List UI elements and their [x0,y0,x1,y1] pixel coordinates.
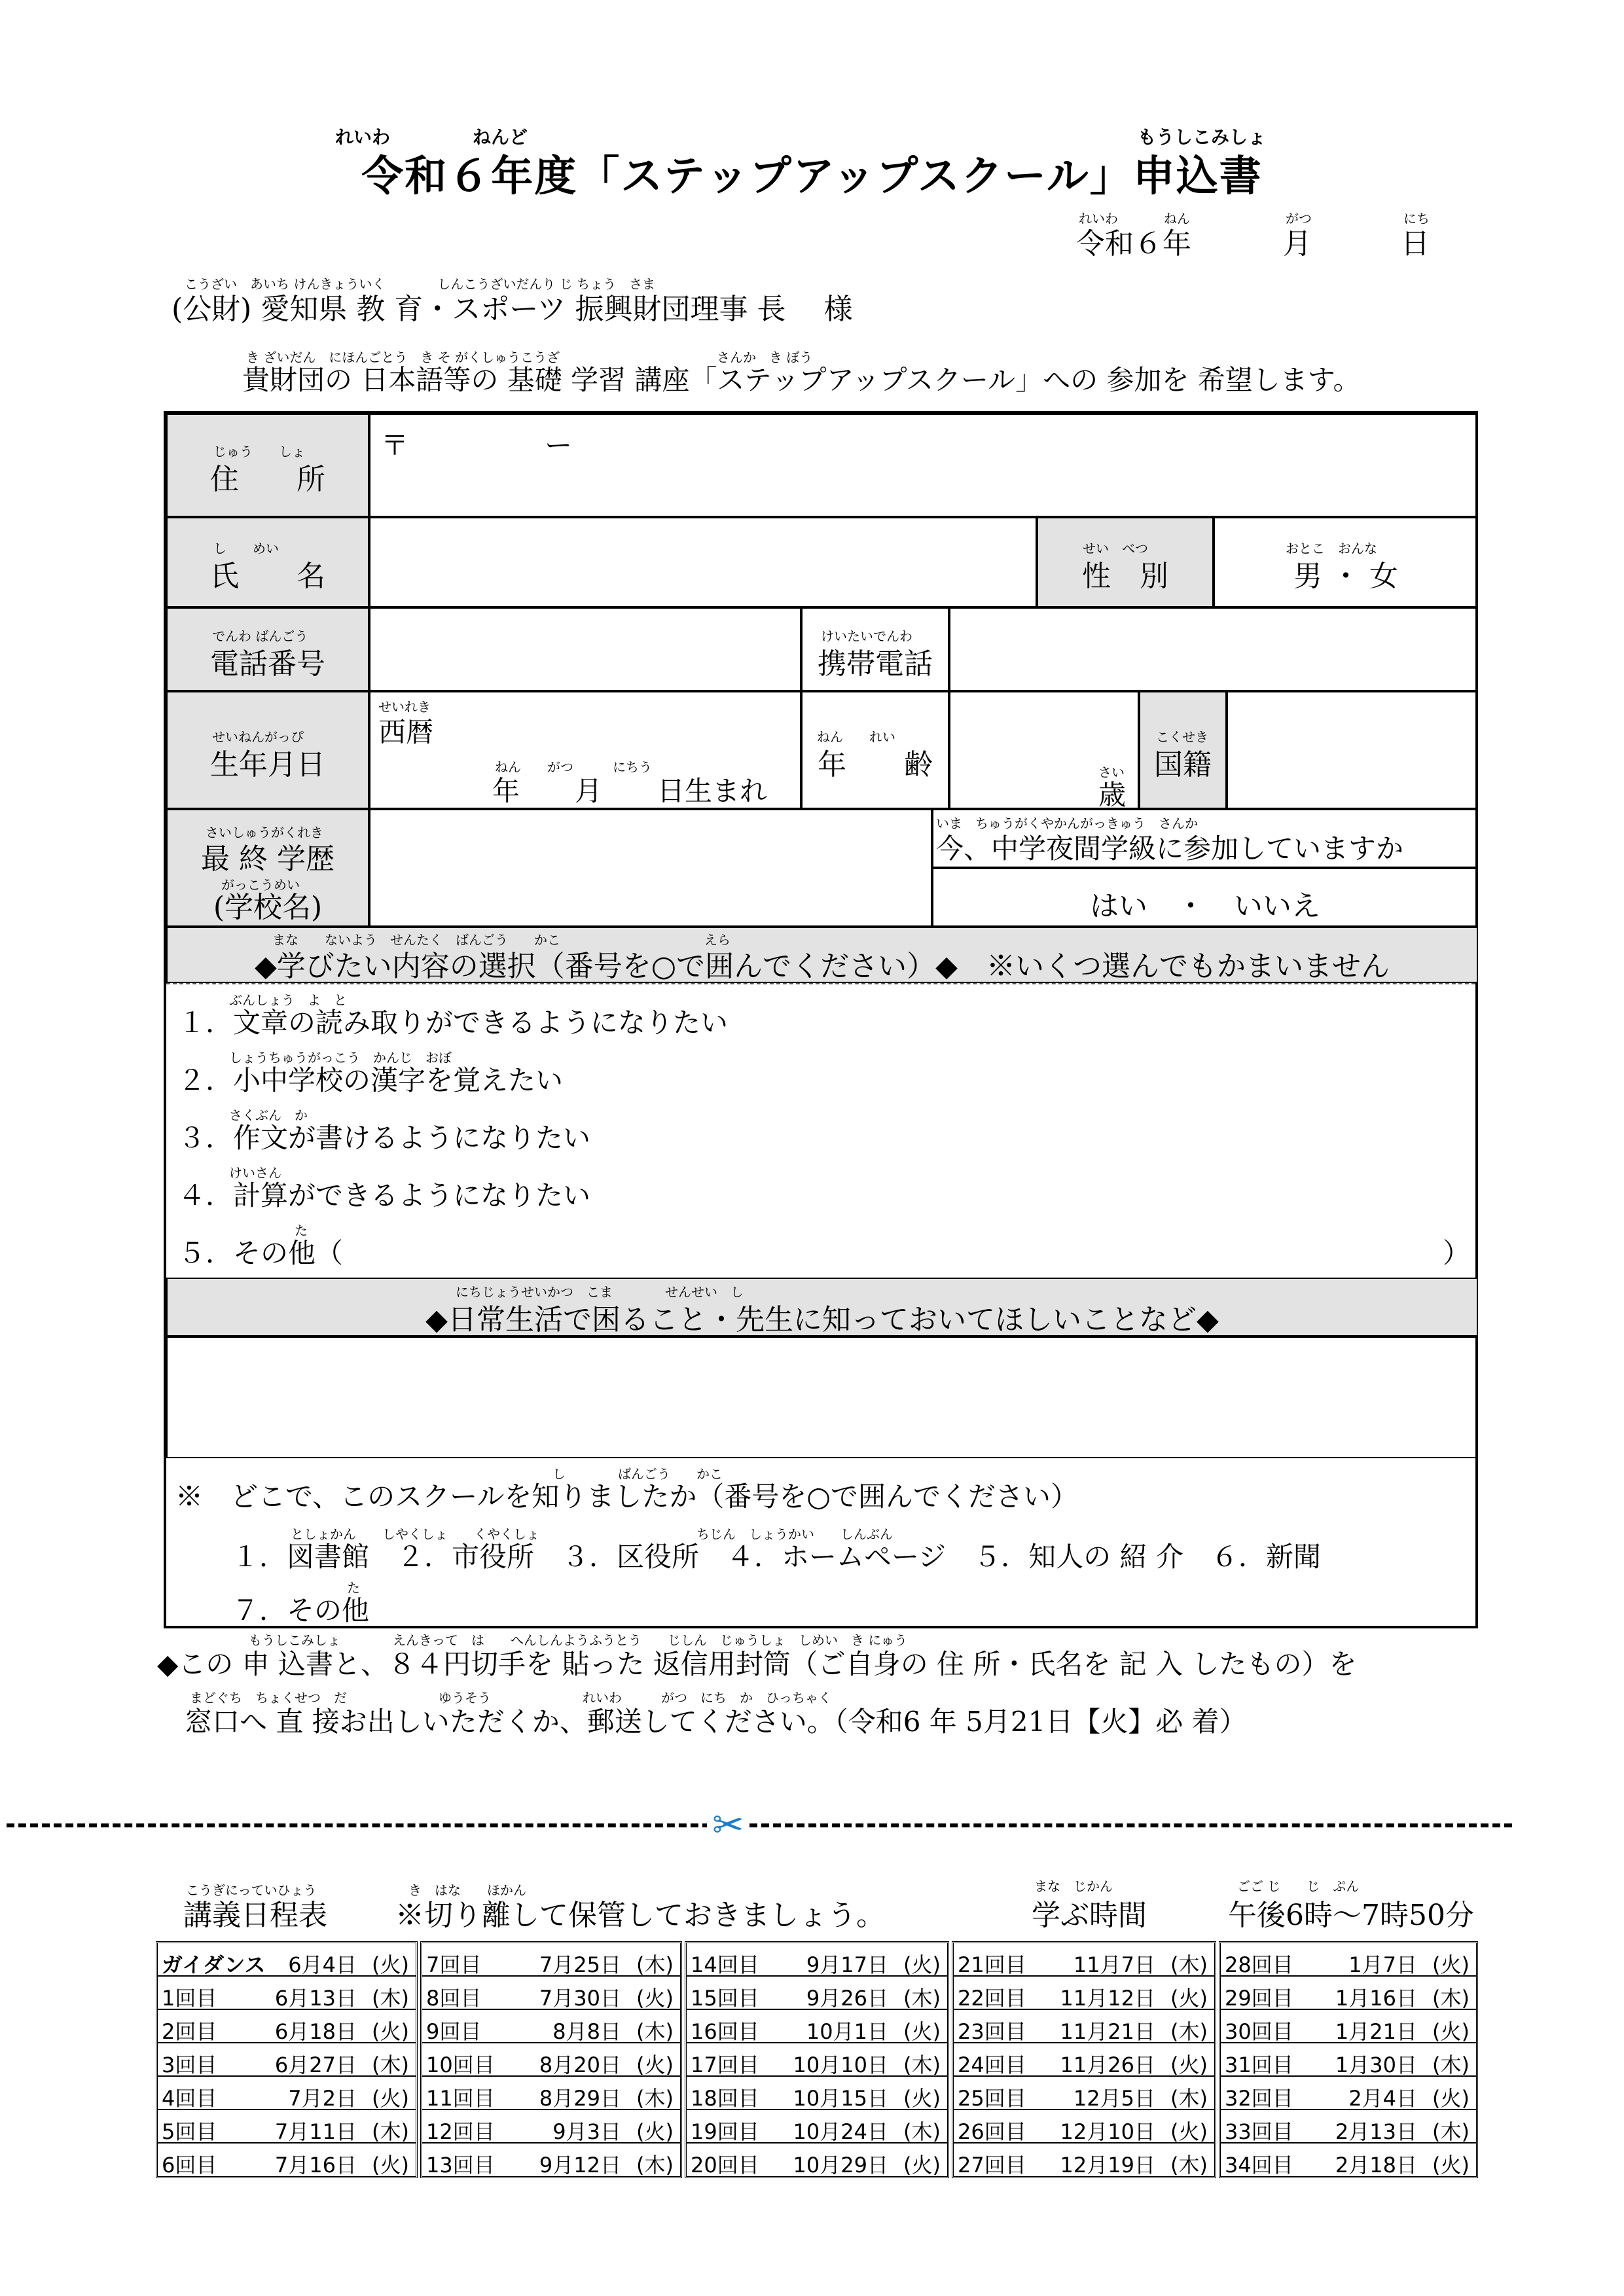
date-era: 令和６年 [1076,227,1191,260]
notice-2-ruby: まどぐち ちょくせつ だ ゆうそう れいわ がつ にち か ひっちゃく [190,1690,831,1706]
session-weekday: (木) [1432,2119,1470,2144]
session-date: 10月1日 [806,2019,888,2044]
age-label: 年 齢 [818,748,933,781]
session-date: 6月13日 [274,1986,357,2011]
mobile-label: 携帯電話 [818,647,933,681]
name-ruby: し めい [213,541,279,556]
application-form [164,411,1478,1628]
birth-ruby: せいねんがっぴ [212,729,304,745]
schedule-row [954,2144,1214,2177]
time-value: 午後6時～7時50分 [1228,1899,1474,1932]
session-weekday: (木) [636,2153,674,2178]
source-options-row-1[interactable]: １．図書館 ２．市役所 ３．区役所 ４．ホームページ ５．知人の 紹 介 ６．新聞 [232,1541,1321,1573]
session-weekday: (火) [1432,2153,1470,2178]
session-date: 8月29日 [539,2086,621,2111]
session-label: 26回目 [958,2119,1026,2144]
source-options-row-2[interactable]: ７．その他 [232,1594,370,1626]
phone-field[interactable] [369,607,801,691]
session-label: 7回目 [426,1952,482,1977]
session-weekday: (火) [1170,2119,1208,2144]
session-label: 4回目 [162,2086,217,2111]
session-label: 30回目 [1225,2019,1293,2044]
seireki-label: 西暦 [378,716,434,748]
phone-label: 電話番号 [210,647,325,681]
source-opts-2-ruby: た [347,1580,360,1596]
intro-text: 貴財団の 日本語等の 基礎 学習 講座「ステップアップスクール」への 参加を 希望します。 [242,364,1361,396]
schedule-row [422,2077,680,2110]
option-3[interactable]: ３．作文が書けるようになりたい [178,1122,591,1154]
recipient-ruby: こうざい あいち けんきょういく しんこうざいだんり じ ちょう さま [185,276,656,292]
option-5-ruby: た [295,1223,308,1238]
schedule-row [158,2043,416,2077]
session-weekday: (木) [372,2053,409,2077]
session-weekday: (火) [372,2153,409,2178]
option-1[interactable]: １．文章の読み取りができるようになりたい [178,1007,729,1039]
session-label: 19回目 [691,2119,759,2144]
schedule-row [158,2144,416,2177]
education-label: 最 終 学歴 [201,842,334,876]
notice-line-2: 窓口へ 直 接お出しいただくか、郵送してください。（令和6 年 5月21日【火】必 着） [185,1706,1247,1738]
session-weekday: (木) [1432,2053,1470,2077]
session-label: 8回目 [426,1986,482,2011]
cut-line [7,1823,1512,1827]
gender-field[interactable] [1214,517,1478,607]
select-header-text: ◆学びたい内容の選択（番号を○で囲んでください）◆ ※いくつ選んでもかまいません [254,950,1390,983]
schedule-row [954,2110,1214,2144]
education-field[interactable] [369,809,932,927]
age-field[interactable] [949,691,1139,809]
night-school-ruby: いま ちゅうがくやかんがっきゅう さんか [936,816,1198,831]
schedule-row [422,2110,680,2144]
date-ruby-nen: ねん [1164,211,1190,226]
birth-units-ruby: ねん がつ にちう [495,759,652,775]
source-q-ruby: し ばんごう かこ [552,1466,723,1482]
age-unit-ruby: さい [1098,764,1125,780]
session-weekday: (火) [903,1952,941,1977]
time-value-ruby: ごご じ じ ぷん [1237,1878,1360,1894]
session-date: 11月7日 [1073,1952,1155,1977]
nationality-label: 国籍 [1154,748,1212,781]
schedule-column-5 [1219,1941,1478,2178]
session-weekday: (火) [636,2119,674,2144]
education-ruby: さいしゅうがくれき [206,825,323,840]
gender-label: 性 別 [1082,560,1168,593]
gender-options[interactable]: 男 ・ 女 [1293,560,1398,593]
session-label: 14回目 [691,1952,759,1977]
option-5[interactable]: ５．その他（ [178,1237,344,1269]
phone-ruby: でんわ ばんごう [212,628,308,644]
education-label-cell [166,809,369,927]
session-weekday: (木) [1170,2153,1208,2178]
schedule-row [954,1977,1214,2010]
session-date: 12月10日 [1060,2119,1155,2144]
school-ruby: がっこうめい [221,877,300,893]
postal-dash: ー [545,429,573,461]
session-label: 18回目 [691,2086,759,2111]
schedule-row [954,2010,1214,2043]
options-list [166,984,1478,1280]
session-weekday: (木) [1432,1986,1470,2011]
schedule-row [687,2010,947,2043]
school-label: (学校名) [213,891,323,924]
session-date: 7月11日 [274,2119,357,2144]
nationality-ruby: こくせき [1156,729,1208,745]
title-ruby-moushikomisho: もうしこみしょ [1138,126,1267,148]
source-question: ※ どこで、このスクールを知りましたか（番号を○で囲んでください） [175,1480,1078,1513]
session-date: 11月21日 [1060,2019,1155,2044]
select-header [166,927,1478,983]
night-school-options[interactable]: はい ・ いいえ [1090,889,1320,923]
session-weekday: (木) [372,1986,409,2011]
session-date: 2月13日 [1335,2119,1417,2144]
session-weekday: (火) [903,2153,941,2178]
keep-note-ruby: き はな ほかん [408,1882,526,1898]
name-field[interactable] [369,517,1037,607]
session-date: 6月18日 [274,2019,357,2044]
session-date: 6月4日 [288,1952,357,1977]
nationality-label-cell [1139,691,1227,809]
session-label: 10回目 [426,2053,495,2077]
phone-label-cell [166,607,369,691]
gender-options-ruby: おとこ おんな [1286,541,1377,556]
session-date: 7月16日 [274,2153,357,2178]
scissors-icon: ✂ [707,1803,749,1847]
schedule-row [687,1943,947,1977]
night-school-answer-cell [932,868,1478,927]
session-date: 1月30日 [1335,2053,1417,2077]
option-2-ruby: しょうちゅうがっこう かんじ おぼ [229,1050,452,1066]
schedule-row [422,2010,680,2043]
postal-mark: 〒 [381,429,409,461]
mobile-label-cell [801,607,949,691]
session-date: 7月2日 [288,2086,357,2111]
option-4[interactable]: ４．計算ができるようになりたい [178,1179,591,1211]
session-date: 8月8日 [552,2019,621,2044]
date-ruby-reiwa: れいわ [1079,211,1118,226]
name-label: 氏 名 [210,560,325,593]
time-label-ruby: まな じかん [1034,1878,1113,1894]
recipient-line: (公財) 愛知県 教 育・スポーツ 振興財団理事 長 様 [171,293,853,326]
session-label: 32回目 [1225,2086,1293,2111]
session-label: 9回目 [426,2019,482,2044]
notice-line-1: ◆この 申 込書と、８４円切手を 貼った 返信用封筒（ご自身の 住 所・氏名を 記 入 したもの）を [157,1648,1357,1680]
session-date: 2月4日 [1348,2086,1417,2111]
session-date: 11月26日 [1060,2053,1155,2077]
session-weekday: (火) [1432,1952,1470,1977]
schedule-row [687,2077,947,2110]
schedule-row [687,2043,947,2077]
schedule-row [1221,2043,1476,2077]
source-opts-1-ruby: としょかん しやくしょ くやくしょ ちじん しょうかい しんぶん [291,1526,893,1542]
session-label: 11回目 [426,2086,495,2111]
session-label: 15回目 [691,1986,759,2011]
daily-header [166,1278,1478,1336]
address-label: 住 所 [210,463,325,496]
session-date: 6月27日 [274,2053,357,2077]
option-5-close: ） [1443,1237,1471,1269]
address-label-cell [166,414,369,517]
keep-note: ※切り離して保管しておきましょう。 [395,1899,885,1932]
night-school-question-cell [932,809,1478,868]
schedule-row [158,1943,416,1977]
option-1-ruby: ぶんしょう よ と [229,992,347,1008]
session-label: 28回目 [1225,1952,1293,1977]
session-label: 5回目 [162,2119,217,2144]
schedule-row [1221,2077,1476,2110]
session-weekday: (木) [903,2053,941,2077]
seireki-ruby: せいれき [378,699,431,715]
session-weekday: (火) [372,2086,409,2111]
session-date: 1月16日 [1335,1986,1417,2011]
session-weekday: (木) [636,2086,674,2111]
gender-ruby: せい べつ [1083,541,1148,556]
schedule-row [422,2144,680,2177]
select-header-ruby: まな ないよう せんたく ばんごう かこ えら [272,932,731,948]
page-title: 令和６年度「ステップアップスクール」申込書 [361,152,1263,201]
session-label: ガイダンス [162,1952,266,1977]
session-date: 9月12日 [539,2153,621,2178]
session-date: 2月18日 [1335,2153,1417,2178]
session-label: 21回目 [958,1952,1026,1977]
date-day: 日 [1401,227,1430,260]
night-school-question: 今、中学夜間学級に参加していますか [936,833,1404,865]
session-date: 7月25日 [539,1952,621,1977]
daily-header-ruby: にちじょうせいかつ こま せんせい し [456,1284,744,1300]
address-ruby: じゅう しょ [213,444,305,459]
session-date: 1月21日 [1335,2019,1417,2044]
nationality-field[interactable] [1227,691,1478,809]
option-3-ruby: さくぶん か [229,1107,308,1123]
schedule-row [687,1977,947,2010]
schedule-row [687,2144,947,2177]
schedule-row [1221,1977,1476,2010]
schedule-row [687,2110,947,2144]
session-label: 13回目 [426,2153,495,2178]
address-field[interactable] [369,414,1478,517]
time-label: 学ぶ時間 [1032,1899,1147,1932]
session-label: 17回目 [691,2053,759,2077]
schedule-row [954,2077,1214,2110]
session-weekday: (木) [903,2119,941,2144]
schedule-column-4 [952,1941,1216,2178]
session-weekday: (火) [903,2019,941,2044]
session-weekday: (火) [1170,1986,1208,2011]
session-label: 2回目 [162,2019,217,2044]
schedule-row [1221,2110,1476,2144]
session-date: 8月20日 [539,2053,621,2077]
date-ruby-gatsu: がつ [1286,211,1312,226]
session-weekday: (火) [1432,2086,1470,2111]
schedule-table [156,1941,1478,2178]
session-weekday: (火) [636,2053,674,2077]
session-label: 22回目 [958,1986,1026,2011]
schedule-row [1221,2010,1476,2043]
session-label: 16回目 [691,2019,759,2044]
session-weekday: (木) [636,1952,674,1977]
source-section [166,1458,1478,1628]
session-label: 27回目 [958,2153,1026,2178]
session-weekday: (火) [372,1952,409,1977]
session-weekday: (火) [1170,2053,1208,2077]
session-date: 10月29日 [793,2153,888,2178]
session-weekday: (火) [372,2019,409,2044]
session-weekday: (木) [1170,2019,1208,2044]
session-weekday: (木) [636,2019,674,2044]
session-weekday: (木) [372,2119,409,2144]
schedule-row [954,1943,1214,1977]
session-date: 1月7日 [1348,1952,1417,1977]
name-label-cell [166,517,369,607]
birth-units: 年 月 日生まれ [492,775,768,807]
intro-ruby: き ざいだん にほんごとう き そ がくしゅうこうざ さんか き ぼう [246,350,813,365]
age-unit: 歳 [1098,779,1127,811]
gender-label-cell [1037,517,1214,607]
mobile-field[interactable] [949,607,1478,691]
session-date: 9月17日 [806,1952,888,1977]
birth-field[interactable] [369,691,801,809]
schedule-row [954,2043,1214,2077]
session-label: 12回目 [426,2119,495,2144]
daily-header-text: ◆日常生活で困ること・先生に知っておいてほしいことなど◆ [425,1303,1219,1336]
session-label: 6回目 [162,2153,217,2178]
session-label: 24回目 [958,2053,1026,2077]
session-date: 12月5日 [1073,2086,1155,2111]
session-label: 31回目 [1225,2053,1293,2077]
schedule-row [158,2110,416,2144]
mobile-ruby: けいたいでんわ [821,628,912,644]
schedule-row [422,1943,680,1977]
daily-notes-field[interactable] [166,1336,1478,1458]
session-date: 10月24日 [793,2119,888,2144]
session-label: 34回目 [1225,2153,1293,2178]
schedule-row [422,1977,680,2010]
session-date: 10月15日 [793,2086,888,2111]
age-ruby: ねん れい [817,729,895,745]
schedule-row [158,2010,416,2043]
title-ruby-reiwa: れいわ [335,126,391,148]
schedule-column-1 [156,1941,418,2178]
schedule-column-3 [685,1941,949,2178]
schedule-title: 講義日程表 [183,1899,327,1932]
session-label: 29回目 [1225,1986,1293,2011]
birth-label: 生年月日 [210,748,325,781]
session-label: 1回目 [162,1986,217,2011]
session-date: 7月30日 [539,1986,621,2011]
session-date: 9月3日 [552,2119,621,2144]
session-date: 9月26日 [806,1986,888,2011]
session-weekday: (火) [903,2086,941,2111]
date-month: 月 [1283,227,1312,260]
option-2[interactable]: ２．小中学校の漢字を覚えたい [178,1064,564,1096]
session-weekday: (木) [1170,2086,1208,2111]
session-date: 10月10日 [793,2053,888,2077]
age-label-cell [801,691,949,809]
schedule-row [158,2077,416,2110]
session-date: 12月19日 [1060,2153,1155,2178]
schedule-title-ruby: こうぎにっていひょう [186,1882,317,1898]
session-label: 20回目 [691,2153,759,2178]
schedule-row [1221,1943,1476,1977]
session-weekday: (木) [1170,1952,1208,1977]
schedule-column-2 [420,1941,682,2178]
birth-label-cell [166,691,369,809]
session-weekday: (火) [1432,2019,1470,2044]
schedule-row [422,2043,680,2077]
session-weekday: (火) [636,1986,674,2011]
session-label: 3回目 [162,2053,217,2077]
option-4-ruby: けいさん [229,1165,281,1181]
session-label: 33回目 [1225,2119,1293,2144]
schedule-row [158,1977,416,2010]
date-ruby-nichi: にち [1403,211,1430,226]
session-weekday: (木) [903,1986,941,2011]
title-ruby-nendo: ねんど [473,126,528,148]
schedule-row [1221,2144,1476,2177]
notice-1-ruby: もうしこみしょ えんきって は へんしんようふうとう じしん じゅうしょ しめい き にゅう [249,1632,907,1648]
session-label: 25回目 [958,2086,1026,2111]
session-date: 11月12日 [1060,1986,1155,2011]
session-label: 23回目 [958,2019,1026,2044]
